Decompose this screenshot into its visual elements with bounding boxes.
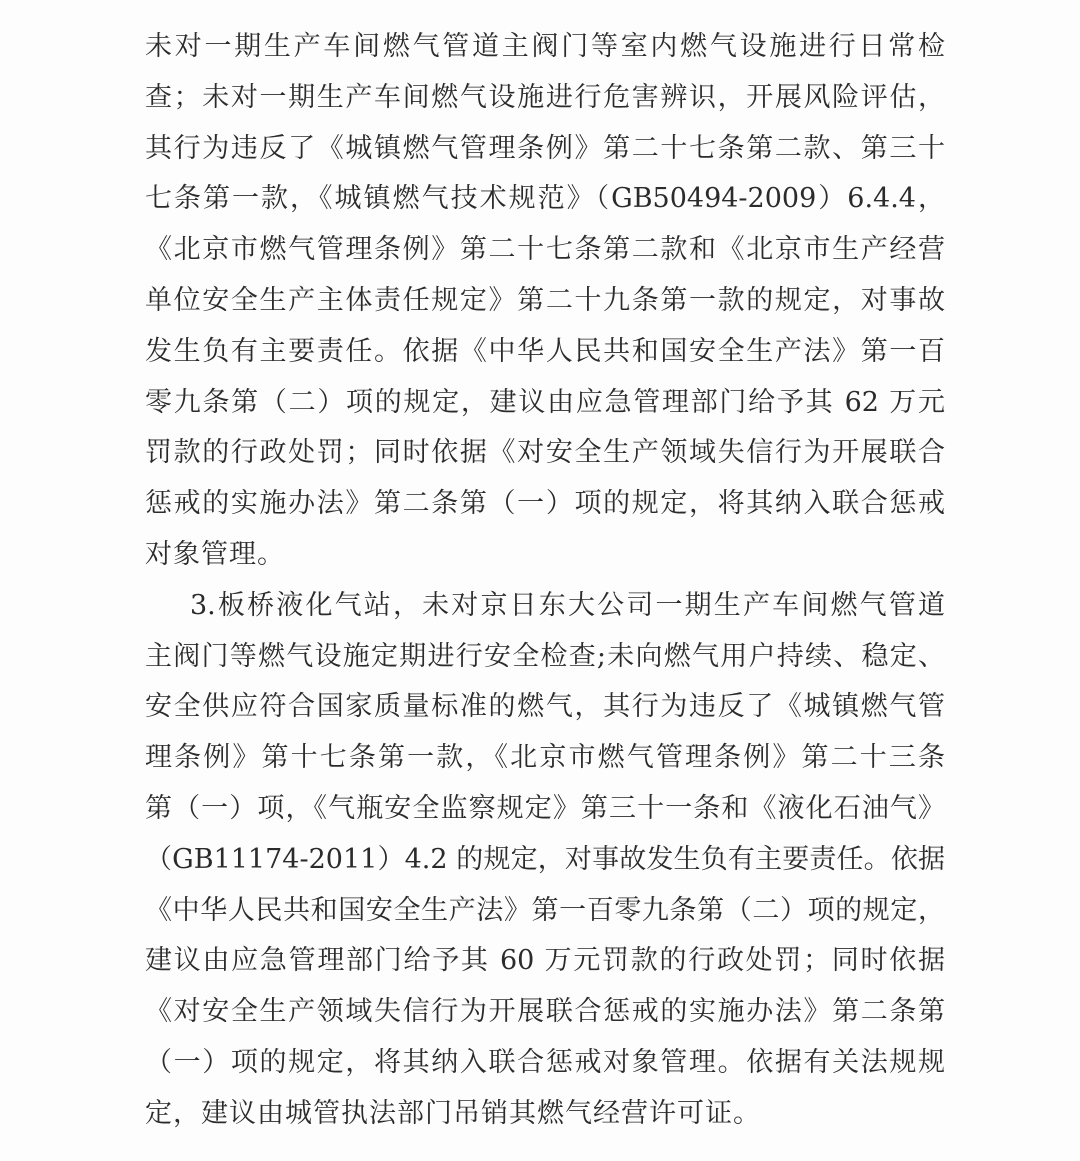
text-line-10: 惩戒的实施办法》第二条第（一）项的规定，将其纳入联合惩戒 (145, 488, 945, 520)
document-body (145, 22, 945, 1140)
text-line-4: 七条第一款，《城镇燃气技术规范》（GB50494-2009）6.4.4， (145, 183, 945, 215)
text-line-1: 未对一期生产车间燃气管道主阀门等室内燃气设施进行日常检 (145, 31, 945, 62)
text-line-17: （GB11174-2011）4.2 的规定，对事故发生负有主要责任。依据 (145, 843, 945, 875)
text-line-19: 建议由应急管理部门给予其 60 万元罚款的行政处罚；同时依据 (145, 945, 945, 977)
text-line-5: 《北京市燃气管理条例》第二十七条第二款和《北京市生产经营 (145, 234, 945, 266)
text-line-7: 发生负有主要责任。依据《中华人民共和国安全生产法》第一百 (145, 335, 945, 367)
text-line-18: 《中华人民共和国安全生产法》第一百零九条第（二）项的规定， (145, 894, 945, 926)
text-line-3: 其行为违反了《城镇燃气管理条例》第二十七条第二款、第三十 (145, 132, 945, 164)
text-line-11: 对象管理。 (145, 538, 285, 570)
text-line-12: 3.板桥液化气站，未对京日东大公司一期生产车间燃气管道 (190, 589, 945, 621)
text-line-6: 单位安全生产主体责任规定》第二十九条第一款的规定，对事故 (145, 284, 945, 316)
text-line-20: 《对安全生产领域失信行为开展联合惩戒的实施办法》第二条第 (145, 996, 945, 1028)
text-line-22: 定，建议由城管执法部门吊销其燃气经营许可证。 (145, 1097, 761, 1129)
text-line-13: 主阀门等燃气设施定期进行安全检查;未向燃气用户持续、稳定、 (145, 640, 945, 672)
text-line-9: 罚款的行政处罚；同时依据《对安全生产领域失信行为开展联合 (145, 437, 945, 469)
text-line-16: 第（一）项，《气瓶安全监察规定》第三十一条和《液化石油气》 (145, 792, 945, 824)
text-line-8: 零九条第（二）项的规定，建议由应急管理部门给予其 62 万元 (145, 386, 945, 418)
text-line-14: 安全供应符合国家质量标准的燃气，其行为违反了《城镇燃气管 (145, 691, 945, 723)
text-line-21: （一）项的规定，将其纳入联合惩戒对象管理。依据有关法规规 (145, 1046, 945, 1078)
text-line-15: 理条例》第十七条第一款，《北京市燃气管理条例》第二十三条 (145, 742, 945, 774)
text-line-2: 查；未对一期生产车间燃气设施进行危害辨识，开展风险评估， (145, 81, 945, 113)
